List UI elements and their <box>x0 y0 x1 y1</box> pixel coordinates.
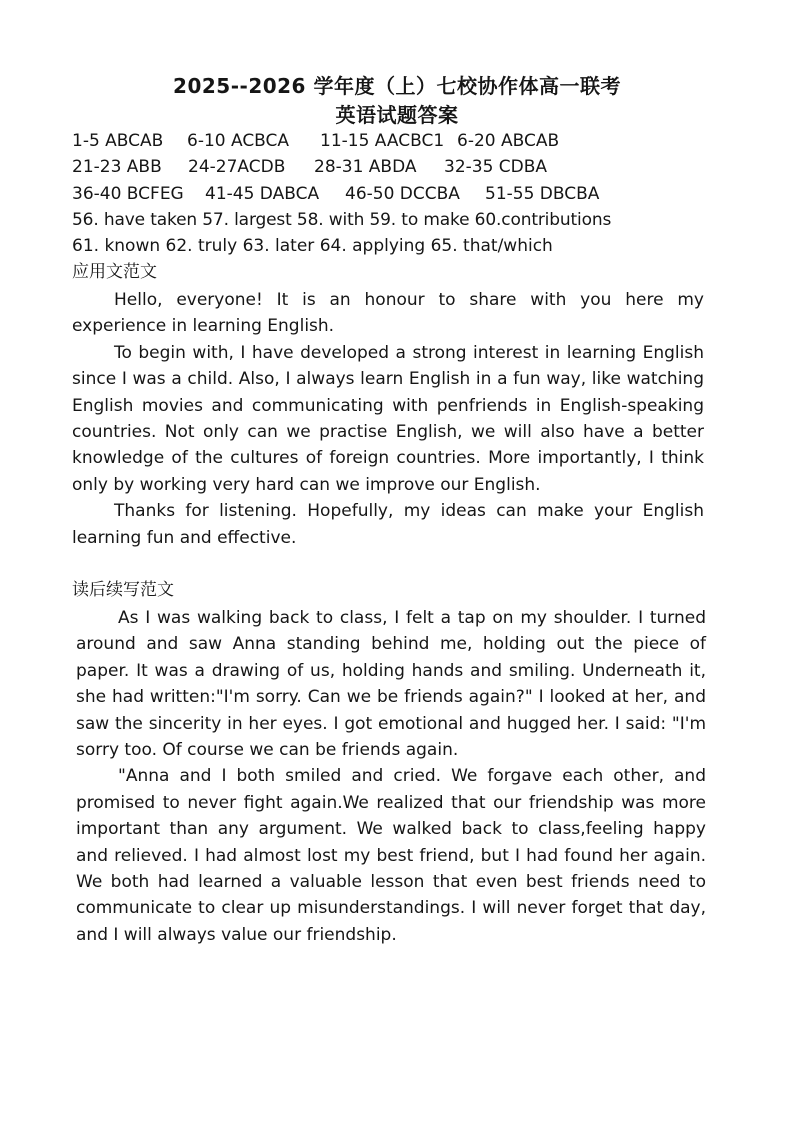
answer-group: 11-15 AACBC1 <box>320 131 445 151</box>
answer-row-4: 56. have taken 57. largest 58. with 59. to make 60.contributions <box>72 210 612 230</box>
answer-row-3 <box>72 181 599 207</box>
essay-paragraph: To begin with, I have developed a strong interest in learning English since I was a child. Also, I always learn English in a fun way, like watching English movies and communicating with penfriends in English-speaking countries. Not only can we practise English, we will also have a better knowledge of the cultures of foreign countries. More importantly, I think only by working very hard can we improve our English. <box>72 342 704 495</box>
answer-group: 24-27ACDB <box>188 157 286 177</box>
writing-sample-heading: 应用文范文 <box>72 262 157 282</box>
answer-group: 32-35 CDBA <box>444 157 548 177</box>
answer-key-subtitle: 英语试题答案 <box>335 103 459 127</box>
answer-group: 21-23 ABB <box>72 157 162 177</box>
answer-group: 46-50 DCCBA <box>345 184 460 204</box>
answer-group: 36-40 BCFEG <box>72 184 184 204</box>
answer-group: 51-55 DBCBA <box>485 184 600 204</box>
writing-sample-essay <box>72 287 704 551</box>
essay-paragraph: As I was walking back to class, I felt a tap on my shoulder. I turned around and saw Anna standing behind me, holding out the piece of paper. It was a drawing of us, holding hands and smiling. Underneath it, she had written:"I'm sorry. Can we be friends again?" I looked at her, and saw the sincerity in her eyes. I got emotional and hugged her. I said: "I'm sorry too. Of course we can be friends again. <box>76 608 706 761</box>
answer-group: 41-45 DABCA <box>205 184 320 204</box>
continuation-sample-essay <box>76 605 706 948</box>
essay-paragraph: "Anna and I both smiled and cried. We forgave each other, and promised to never fight again.We realized that our friendship was more important than any argument. We walked back to class,feeling happy and relieved. I had almost lost my best friend, but I had found her again. We both had learned a valuable lesson that even best friends need to communicate to clear up misunderstandings. I will never forget that day, and I will always value our friendship. <box>76 766 706 945</box>
answer-group: 6-20 ABCAB <box>457 131 560 151</box>
continuation-sample-heading: 读后续写范文 <box>72 580 174 600</box>
essay-paragraph: Thanks for listening. Hopefully, my ideas can make your English learning fun and effective. <box>72 501 704 548</box>
answer-row-1 <box>72 128 559 154</box>
answer-row-2 <box>72 154 547 180</box>
answer-group: 6-10 ACBCA <box>187 131 290 151</box>
answer-group: 1-5 ABCAB <box>72 131 164 151</box>
exam-title: 2025--2026 学年度（上）七校协作体高一联考 <box>173 74 621 98</box>
answer-row-5: 61. known 62. truly 63. later 64. applying 65. that/which <box>72 236 553 256</box>
essay-paragraph: Hello, everyone! It is an honour to share with you here my experience in learning English. <box>72 290 704 337</box>
answer-group: 28-31 ABDA <box>314 157 417 177</box>
